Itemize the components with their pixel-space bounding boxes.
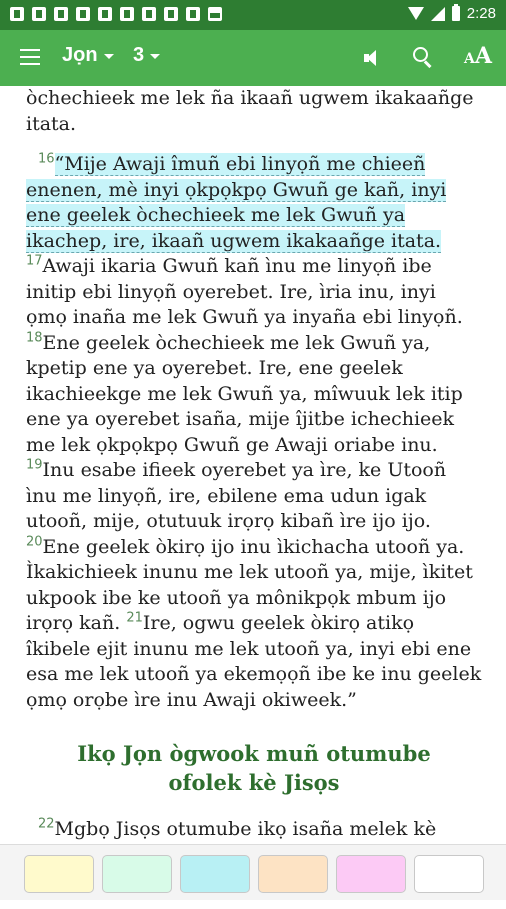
chevron-down-icon	[150, 54, 160, 59]
chapter-content[interactable]	[0, 86, 506, 844]
font-size-icon[interactable]: AA	[464, 43, 492, 69]
verse-number: 17	[26, 253, 43, 269]
section-heading: Ikọ Jọn ògwook muñ otumube ofolek kè Jisọs	[77, 741, 431, 795]
verse-22[interactable]: Mgbọ Jisọs otumube ikọ isaña melek kè	[54, 818, 437, 840]
verse-number: 21	[126, 610, 143, 626]
notification-icons	[10, 7, 222, 21]
verse-number: 22	[38, 816, 55, 832]
color-swatch-cyan[interactable]	[180, 855, 250, 893]
facebook-icon	[54, 7, 68, 21]
color-swatch-pink[interactable]	[336, 855, 406, 893]
verse-number: 16	[38, 151, 55, 167]
verse-20[interactable]: Ene geelek òkirọ ijo inu ìkichacha utooñ ya. Ìkakichieek inunu me lek utooñ ya, mije, ìkitet ukpook ibe ke utooñ ya mônikpọk mbum ijo irọrọ kañ.	[26, 535, 473, 634]
search-icon[interactable]	[413, 47, 433, 67]
verse-number: 20	[26, 534, 43, 550]
battery-icon	[452, 6, 460, 21]
facebook-icon	[76, 7, 90, 21]
book-name: Jọn	[62, 44, 98, 66]
facebook-icon	[186, 7, 200, 21]
verse-21[interactable]: Ire, ogwu geelek òkirọ atikọ îkibele ejit inunu me lek utooñ ya, inyi ebi ene esa me lek utooñ ya ekemọọñ ibe ke inu geelek ọmọ orọbe ìre inu Awaji okiweek.”	[26, 612, 482, 711]
system-icons	[408, 5, 496, 22]
verse-18[interactable]: Ene geelek òchechieek me lek Gwuñ ya, kpetip ene ya oyerebet. Ire, ene geelek ikachieekge me lek Gwuñ ya, mîwuuk lek itip ene ya oyerebet isaña, mije îjitbe ichechieek me lek ọkpọkpọ Gwuñ ge Awaji oriabe inu.	[26, 331, 463, 456]
verse-16-highlighted[interactable]: “Mije Awaji îmuñ ebi linyọñ me chieeñ enenen, mè inyi ọkpọkpọ Gwuñ ge kañ, inyi ene geelek òchechieek me lek Gwuñ ya ikachep, ire, ikaañ ugwem ikakaañge itata.	[26, 153, 447, 252]
facebook-icon	[164, 7, 178, 21]
facebook-icon	[10, 7, 24, 21]
facebook-icon	[120, 7, 134, 21]
verse-number: 18	[26, 330, 43, 346]
wifi-icon	[408, 7, 424, 20]
menu-icon[interactable]	[20, 49, 40, 65]
clock: 2:28	[466, 5, 496, 22]
chapter-selector[interactable]	[133, 44, 160, 67]
image-icon	[208, 7, 222, 21]
highlight-color-bar	[0, 844, 506, 900]
verse-text-continued: òchechieek me lek ña ikaañ ugwem ikakaañge itata.	[26, 87, 474, 135]
facebook-icon	[32, 7, 46, 21]
facebook-icon	[142, 7, 156, 21]
book-selector[interactable]	[62, 44, 114, 67]
audio-icon[interactable]	[364, 48, 380, 68]
chapter-text	[26, 86, 482, 909]
verse-17[interactable]: Awaji ikaria Gwuñ kañ ìnu me linyọñ ibe initip ebi linyọñ oyerebet. Ire, ìria inu, inyi ọmọ inaña me lek Gwuñ ya inyaña ebi linyọñ.	[26, 255, 463, 328]
color-swatch-peach[interactable]	[258, 855, 328, 893]
verse-number: 19	[26, 457, 43, 473]
color-swatch-yellow[interactable]	[24, 855, 94, 893]
chapter-number: 3	[133, 44, 145, 66]
facebook-icon	[98, 7, 112, 21]
color-swatch-white[interactable]	[414, 855, 484, 893]
status-bar	[0, 0, 506, 30]
color-swatch-mint[interactable]	[102, 855, 172, 893]
app-bar	[0, 30, 506, 86]
chevron-down-icon	[104, 54, 114, 59]
verse-19[interactable]: Inu esabe ifieek oyerebet ya ìre, ke Utooñ ìnu me linyọñ, ire, ebilene ema udun igak utooñ, mije, otutuuk irọrọ kibañ ìre ijo ijo.	[26, 459, 447, 532]
signal-icon	[431, 7, 445, 21]
paragraph	[26, 152, 482, 713]
